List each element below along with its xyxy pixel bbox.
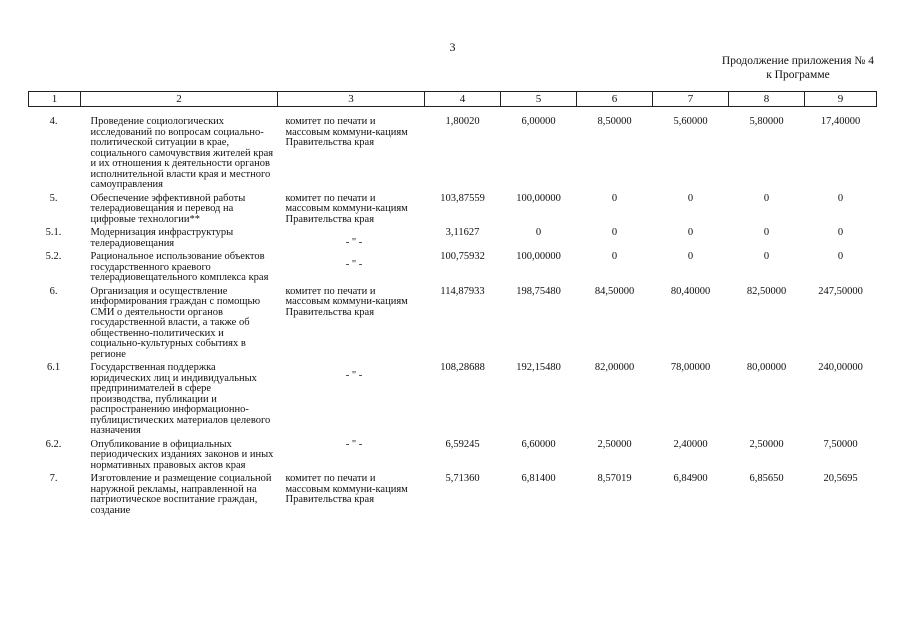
column-header: 6 (577, 92, 653, 107)
row-number: 6.2. (45, 438, 62, 450)
value-cell: 5,80000 (749, 116, 784, 127)
value-cell: 2,50000 (597, 438, 632, 450)
value-cell: 78,00000 (670, 362, 711, 373)
executor-ditto: - " - (345, 438, 363, 450)
column-header: 7 (653, 92, 729, 107)
column-header: 2 (81, 92, 278, 107)
table-row (29, 252, 877, 287)
value-cell: 0 (687, 227, 694, 238)
value-cell: 192,15480 (516, 362, 561, 373)
value-cell: 0 (837, 251, 844, 262)
table-row (29, 194, 877, 229)
activity-name: Государственная поддержка юридических лиц и индивидуальных предпринимателей в сфере производства, публикации и распространению информационно-публицистических материалов целевого назначения (90, 362, 271, 436)
executor: комитет по печати и массовым коммуни-кациям Правительства края (285, 192, 408, 225)
value-cell: 100,75932 (440, 251, 485, 262)
value-cell: 0 (611, 251, 618, 262)
column-header: 9 (805, 92, 877, 107)
activity-name: Обеспечение эффективной работы телерадиовещания и перевод на цифровые технологии** (90, 192, 246, 225)
program-table (28, 91, 877, 519)
value-cell: 2,40000 (673, 438, 708, 450)
value-cell: 0 (611, 227, 618, 238)
table-row (29, 107, 877, 194)
value-cell: 6,84900 (673, 473, 708, 484)
executor-ditto: - " - (345, 259, 363, 270)
value-cell: 3,11627 (445, 227, 480, 238)
value-cell: 17,40000 (820, 116, 861, 127)
value-cell: 82,00000 (594, 362, 635, 373)
activity-name: Рациональное использование объектов государственного краевого телерадиовещательного комплекса края (90, 251, 269, 283)
appendix-note (722, 54, 874, 82)
activity-name: Модернизация инфраструктуры телерадиовещания (90, 227, 234, 249)
value-cell: 198,75480 (516, 285, 561, 297)
executor-ditto: - " - (345, 237, 363, 248)
value-cell: 6,81400 (521, 473, 556, 484)
appendix-note-line1: Продолжение приложения № 4 (721, 55, 874, 67)
value-cell: 82,50000 (746, 285, 787, 297)
value-cell: 0 (837, 192, 844, 204)
executor: комитет по печати и массовым коммуни-кациям Правительства края (285, 116, 408, 148)
table-row (29, 228, 877, 252)
value-cell: 8,50000 (597, 116, 632, 127)
value-cell: 84,50000 (594, 285, 635, 297)
value-cell: 80,00000 (746, 362, 787, 373)
page-number: 3 (449, 40, 456, 54)
value-cell: 114,87933 (440, 285, 485, 297)
appendix-note-line2: к Программе (766, 69, 830, 81)
column-header: 4 (425, 92, 501, 107)
value-cell: 0 (687, 192, 694, 204)
activity-name: Организация и осуществление информирования граждан с помощью СМИ о деятельности органов государственной власти, а также об общественно-политических и социально-культурных событиях в регионе (90, 285, 261, 360)
executor: комитет по печати и массовым коммуни-кациям Правительства края (285, 473, 408, 505)
table-row (29, 287, 877, 364)
row-number: 5.2. (45, 251, 62, 262)
value-cell: 2,50000 (749, 438, 784, 450)
value-cell: 108,28688 (440, 362, 485, 373)
value-cell: 6,00000 (521, 116, 556, 127)
value-cell: 0 (837, 227, 844, 238)
value-cell: 0 (535, 227, 542, 238)
row-number: 5. (49, 192, 58, 204)
value-cell: 0 (763, 192, 770, 204)
row-number: 7. (49, 473, 58, 484)
row-number: 5.1. (45, 227, 62, 238)
value-cell: 100,00000 (516, 251, 561, 262)
row-number: 6. (49, 285, 58, 297)
row-number: 6.1 (46, 362, 61, 373)
value-cell: 240,00000 (818, 362, 863, 373)
table-row (29, 474, 877, 519)
value-cell: 0 (763, 251, 770, 262)
value-cell: 6,59245 (445, 438, 480, 450)
column-header: 5 (501, 92, 577, 107)
value-cell: 247,50000 (818, 285, 863, 297)
value-cell: 5,60000 (673, 116, 708, 127)
value-cell: 103,87559 (440, 192, 485, 204)
value-cell: 20,5695 (823, 473, 858, 484)
column-header: 8 (729, 92, 805, 107)
value-cell: 5,71360 (445, 473, 480, 484)
header-row (29, 92, 877, 107)
table-row (29, 363, 877, 440)
executor: комитет по печати и массовым коммуни-кациям Правительства края (285, 285, 408, 318)
column-header: 1 (29, 92, 81, 107)
executor-ditto: - " - (345, 370, 363, 381)
value-cell: 1,80020 (445, 116, 480, 127)
table-row (29, 440, 877, 475)
row-number: 4. (49, 116, 58, 127)
value-cell: 8,57019 (597, 473, 632, 484)
value-cell: 6,60000 (521, 438, 556, 450)
value-cell: 7,50000 (823, 438, 858, 450)
value-cell: 0 (611, 192, 618, 204)
value-cell: 0 (763, 227, 770, 238)
activity-name: Изготовление и размещение социальной наружной рекламы, направленной на патриотическое воспитание граждан, создание (90, 473, 272, 516)
value-cell: 100,00000 (516, 192, 561, 204)
activity-name: Опубликование в официальных периодических изданиях законов и иных нормативных правовых актов края (90, 438, 274, 471)
column-header: 3 (278, 92, 425, 107)
value-cell: 0 (687, 251, 694, 262)
value-cell: 80,40000 (670, 285, 711, 297)
activity-name: Проведение социологических исследований по вопросам социально-политической ситуации в крае, социального самочувствия жителей края и их отношения к деятельности органов исполнительной власти края и местного самоуправления (90, 116, 274, 190)
value-cell: 6,85650 (749, 473, 784, 484)
